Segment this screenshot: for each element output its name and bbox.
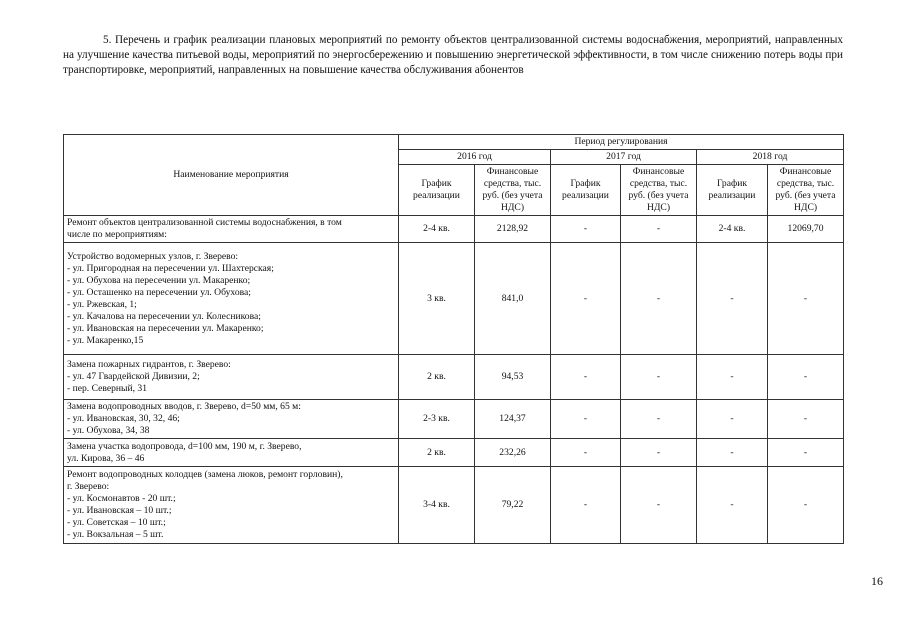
measure-line: Устройство водомерных узлов, г. Зверево: (67, 250, 239, 262)
measure-line: - ул. Ржевская, 1; (67, 298, 137, 310)
cell-finance-2017: - (621, 243, 697, 355)
measure-name (64, 355, 399, 400)
cell-schedule-2018: - (697, 467, 768, 544)
cell-finance-2016: 124,37 (475, 400, 551, 439)
cell-finance-2016: 94,53 (475, 355, 551, 400)
col-header-year-2018: 2018 год (697, 150, 844, 165)
section-heading: 5. Перечень и график реализации плановых мероприятий по ремонту объектов централизованной системы водоснабжения, мероприятий, направленных на улучшение качества питьевой воды, мероприятий по энергосбережению и повышению энергетической эффективности, в том числе снижению потерь воды при транспортировке, мероприятий, направленных на повышение качества обслуживания абонентов (63, 34, 843, 76)
measure-line: - ул. Ивановская, 30, 32, 46; (67, 413, 180, 424)
col-header-year-2016: 2016 год (399, 150, 551, 165)
cell-finance-2018: - (768, 467, 844, 544)
cell-finance-2018: 12069,70 (768, 216, 844, 243)
cell-schedule-2018: - (697, 243, 768, 355)
cell-schedule-2016: 3 кв. (399, 243, 475, 355)
cell-schedule-2016: 2-3 кв. (399, 400, 475, 439)
measure-line: - ул. Обухова на пересечении ул. Макаренко; (67, 274, 251, 286)
measure-line: - ул. Советская – 10 шт.; (67, 517, 166, 528)
table-row (64, 355, 844, 400)
measure-name (64, 439, 399, 467)
cell-schedule-2016: 2 кв. (399, 355, 475, 400)
page-number: 16 (871, 574, 883, 588)
cell-finance-2017: - (621, 439, 697, 467)
cell-finance-2018: - (768, 243, 844, 355)
measure-line: - пер. Северный, 31 (67, 383, 147, 394)
cell-finance-2018: - (768, 439, 844, 467)
measure-line: г. Зверево: (67, 481, 110, 492)
table-row (64, 216, 844, 243)
subheader-finance: Финансовые средства, тыс. руб. (без учета НДС) (621, 165, 697, 216)
measure-line: - ул. Космонавтов - 20 шт.; (67, 493, 176, 504)
measure-line: - ул. 47 Гвардейской Дивизии, 2; (67, 371, 200, 382)
subheader-finance: Финансовые средства, тыс. руб. (без учета НДС) (768, 165, 844, 216)
cell-schedule-2016: 2-4 кв. (399, 216, 475, 243)
cell-schedule-2016: 3-4 кв. (399, 467, 475, 544)
cell-finance-2016: 2128,92 (475, 216, 551, 243)
measure-line: Ремонт объектов централизованной системы водоснабжения, в том (67, 217, 342, 228)
cell-schedule-2018: - (697, 439, 768, 467)
cell-finance-2016: 232,26 (475, 439, 551, 467)
cell-finance-2017: - (621, 467, 697, 544)
subheader-finance: Финансовые средства, тыс. руб. (без учета НДС) (475, 165, 551, 216)
cell-finance-2016: 79,22 (475, 467, 551, 544)
table-header (64, 135, 844, 216)
cell-schedule-2016: 2 кв. (399, 439, 475, 467)
measure-line: Замена участка водопровода, d=100 мм, 190 м, г. Зверево, (67, 440, 302, 452)
cell-schedule-2018: - (697, 400, 768, 439)
measure-line: ул. Кирова, 36 – 46 (67, 452, 145, 464)
cell-schedule-2018: 2-4 кв. (697, 216, 768, 243)
measure-line: Замена водопроводных вводов, г. Зверево, d=50 мм, 65 м: (67, 401, 301, 412)
measure-line: Ремонт водопроводных колодцев (замена люков, ремонт горловин), (67, 469, 343, 480)
measure-line: - ул. Обухова, 34, 38 (67, 425, 150, 436)
cell-schedule-2017: - (551, 467, 621, 544)
table-row (64, 243, 844, 355)
cell-schedule-2017: - (551, 355, 621, 400)
measures-table (63, 134, 844, 544)
cell-schedule-2017: - (551, 439, 621, 467)
measure-line: Замена пожарных гидрантов, г. Зверево: (67, 359, 231, 370)
col-header-year-2017: 2017 год (551, 150, 697, 165)
measure-line: - ул. Макаренко,15 (67, 334, 144, 346)
measure-line: - ул. Осташенко на пересечении ул. Обухова; (67, 286, 251, 298)
subheader-schedule: График реализации (697, 165, 768, 216)
subheader-schedule: График реализации (399, 165, 475, 216)
col-header-name: Наименование мероприятия (64, 135, 399, 216)
measure-name (64, 400, 399, 439)
cell-finance-2017: - (621, 400, 697, 439)
table-row (64, 467, 844, 544)
cell-finance-2017: - (621, 355, 697, 400)
measure-line: числе по мероприятиям: (67, 229, 167, 240)
cell-schedule-2017: - (551, 243, 621, 355)
measure-line: - ул. Пригородная на пересечении ул. Шахтерская; (67, 262, 274, 274)
measure-name (64, 216, 399, 243)
cell-finance-2016: 841,0 (475, 243, 551, 355)
cell-schedule-2018: - (697, 355, 768, 400)
table-row (64, 439, 844, 467)
col-header-period: Период регулирования (399, 135, 844, 150)
cell-schedule-2017: - (551, 216, 621, 243)
cell-finance-2018: - (768, 355, 844, 400)
cell-schedule-2017: - (551, 400, 621, 439)
cell-finance-2017: - (621, 216, 697, 243)
subheader-schedule: График реализации (551, 165, 621, 216)
table-row (64, 400, 844, 439)
measure-line: - ул. Качалова на пересечении ул. Колесникова; (67, 310, 261, 322)
measure-line: - ул. Ивановская – 10 шт.; (67, 505, 172, 516)
measure-name (64, 467, 399, 544)
cell-finance-2018: - (768, 400, 844, 439)
measure-line: - ул. Ивановская на пересечении ул. Макаренко; (67, 322, 264, 334)
measure-name (64, 243, 399, 355)
measure-line: - ул. Вокзальная – 5 шт. (67, 529, 164, 540)
